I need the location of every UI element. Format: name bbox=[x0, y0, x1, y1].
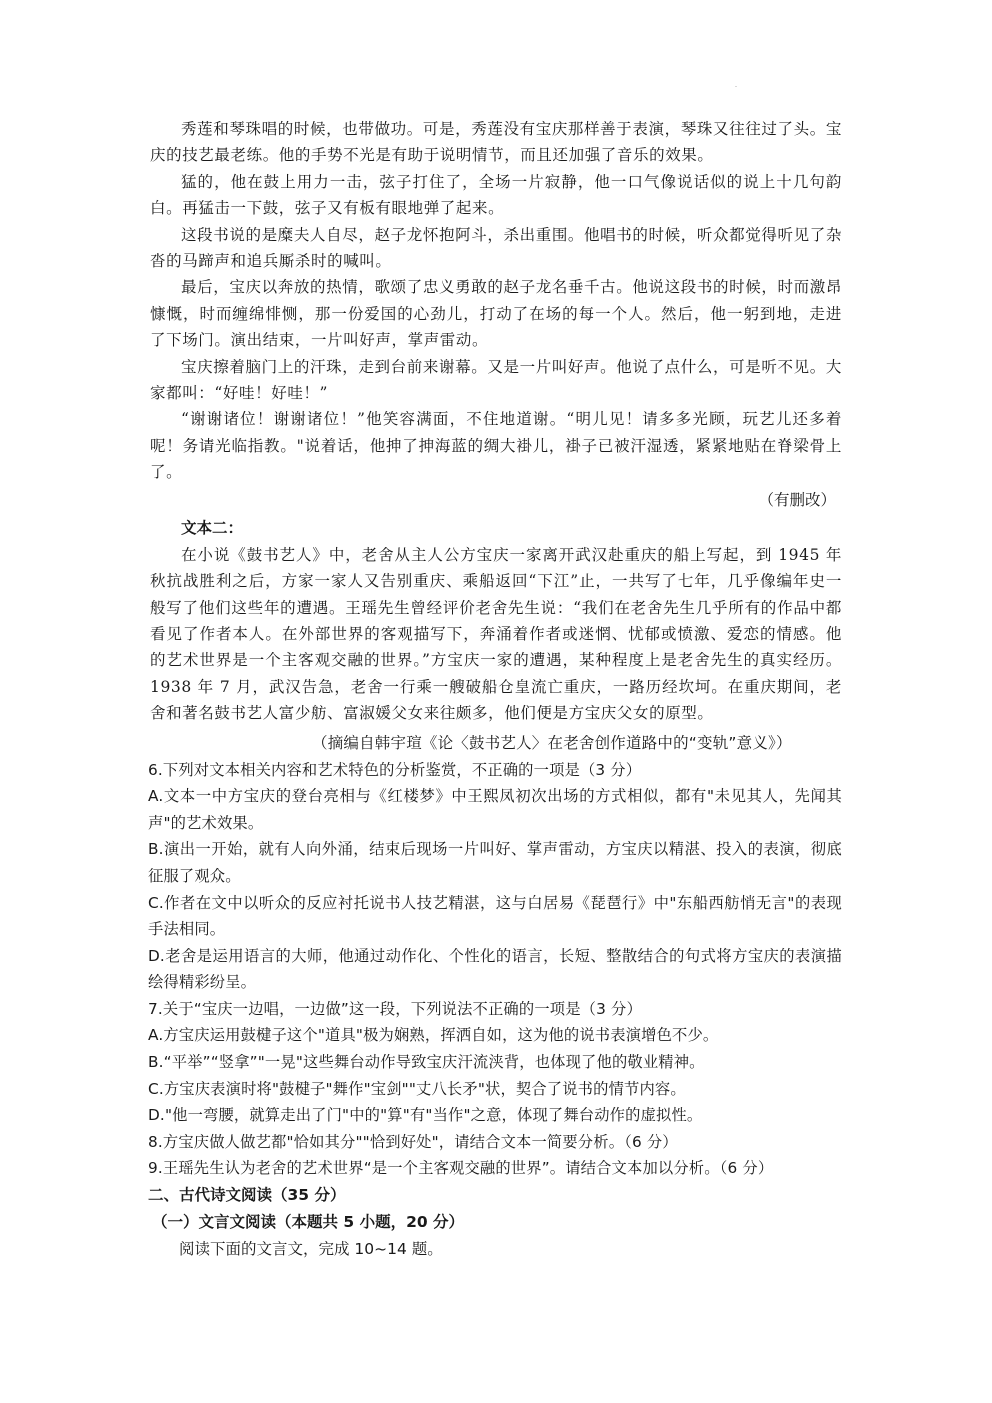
text-one-paragraph-4: 最后，宝庆以奔放的热情，歌颂了忠义勇敢的赵子龙名垂千古。他说这段书的时候，时而激昂慷慨，时而缠绵悱恻，那一份爱国的心劲儿，打动了在场的每一个人。然后，他一躬到地，走进了下场门。演出结束，一片叫好声，掌声雷动。 bbox=[150, 278, 842, 350]
section-two-instruction: 阅读下面的文言文，完成 10~14 题。 bbox=[179, 1240, 443, 1259]
question-7-stem: 7.关于“宝庆一边唱，一边做”这一段，下列说法不正确的一项是（3 分） bbox=[148, 999, 642, 1018]
text-one-paragraph-5: 宝庆擦着脑门上的汗珠，走到台前来谢幕。又是一片叫好声。他说了点什么，可是听不见。大家都叫：“好哇！好哇！” bbox=[150, 357, 842, 403]
question-7-option-a: A.方宝庆运用鼓楗子这个"道具"极为娴熟，挥洒自如，这为他的说书表演增色不少。 bbox=[148, 1026, 719, 1045]
question-6-option-d: D.老舍是运用语言的大师，他通过动作化、个性化的语言，长短、整散结合的句式将方宝庆的表演描绘得精彩纷呈。 bbox=[148, 946, 842, 992]
question-6-option-c: C.作者在文中以听众的反应衬托说书人技艺精湛，这与白居易《琵琶行》中"东船西舫悄无言"的表现手法相同。 bbox=[148, 893, 842, 939]
exam-page bbox=[150, 116, 842, 1263]
text-two-heading: 文本二： bbox=[181, 518, 244, 537]
text-one-paragraph-1: 秀莲和琴珠唱的时候，也带做功。可是，秀莲没有宝庆那样善于表演，琴珠又往往过了头。宝庆的技艺最老练。他的手势不光是有助于说明情节，而且还加强了音乐的效果。 bbox=[150, 120, 842, 165]
question-6-option-a: A.文本一中方宝庆的登台亮相与《红楼梦》中王熙凤初次出场的方式相似，都有"未见其人，先闻其声"的艺术效果。 bbox=[148, 787, 842, 832]
text-two-section bbox=[150, 514, 842, 757]
text-one-excerpt bbox=[150, 116, 842, 514]
question-6-stem: 6.下列对文本相关内容和艺术特色的分析鉴赏，不正确的一项是（3 分） bbox=[148, 760, 642, 779]
text-two-source: （摘编自韩宇瑄《论〈鼓书艺人〉在老舍创作道路中的“变轨”意义》） bbox=[312, 733, 792, 752]
section-two-subtitle: （一）文言文阅读（本题共 5 小题，20 分） bbox=[152, 1213, 465, 1232]
questions-list bbox=[148, 757, 842, 1264]
question-7-option-b: B.“平举”“竖拿”"一晃"这些舞台动作导致宝庆汗流浃背，也体现了他的敬业精神。 bbox=[148, 1053, 705, 1072]
section-two-title: 二、古代诗文阅读（35 分） bbox=[148, 1186, 346, 1205]
abridged-note: （有删改） bbox=[758, 490, 836, 509]
question-7-option-c: C.方宝庆表演时将"鼓楗子"舞作"宝剑""丈八长矛"状，契合了说书的情节内容。 bbox=[148, 1079, 686, 1098]
scan-speck bbox=[735, 86, 737, 87]
question-6-option-b: B.演出一开始，就有人向外涌，结束后现场一片叫好、掌声雷动，方宝庆以精湛、投入的表演，彻底征服了观众。 bbox=[148, 840, 842, 885]
text-two-paragraph: 在小说《鼓书艺人》中，老舍从主人公方宝庆一家离开武汉赴重庆的船上写起，到 1945 年秋抗战胜利之后，方家一家人又告别重庆、乘船返回“下江”止，一共写了七年，几乎像编年史一般写了他们这些年的遭遇。王瑶先生曾经评价老舍先生说：“我们在老舍先生几乎所有的作品中都看见了作者本人。在外部世界的客观描写下，奔涌着作者或迷惘、忧郁或愤激、爱恋的情感。他的艺术世界是一个主客观交融的世界。”方宝庆一家的遭遇，某种程度上是老舍先生的真实经历。1938 年 7 月，武汉告急，老舍一行乘一艘破船仓皇流亡重庆，一路历经坎坷。在重庆期间，老舍和著名鼓书艺人富少舫、富淑媛父女来往颇多，他们便是方宝庆父女的原型。 bbox=[150, 545, 842, 723]
question-9: 9.王瑶先生认为老舍的艺术世界“是一个主客观交融的世界”。请结合文本加以分析。（6 分） bbox=[148, 1159, 774, 1178]
question-7-option-d: D."他一弯腰，就算走出了门"中的"算"有"当作"之意，体现了舞台动作的虚拟性。 bbox=[148, 1106, 703, 1125]
text-one-paragraph-3: 这段书说的是糜夫人自尽，赵子龙怀抱阿斗，杀出重围。他唱书的时候，听众都觉得听见了杂沓的马蹄声和追兵厮杀时的喊叫。 bbox=[150, 225, 842, 271]
question-8: 8.方宝庆做人做艺都"恰如其分""恰到好处"，请结合文本一简要分析。（6 分） bbox=[148, 1132, 678, 1151]
text-one-paragraph-2: 猛的，他在鼓上用力一击，弦子打住了，全场一片寂静，他一口气像说话似的说上十几句韵白。再猛击一下鼓，弦子又有板有眼地弹了起来。 bbox=[150, 172, 842, 218]
text-one-paragraph-6: “谢谢诸位！谢谢诸位！”他笑容满面，不住地道谢。“明儿见！请多多光顾，玩艺儿还多着呢！务请光临指教。"说着话，他抻了抻海蓝的绸大褂儿，褂子已被汗湿透，紧紧地贴在脊梁骨上了。 bbox=[150, 410, 842, 482]
